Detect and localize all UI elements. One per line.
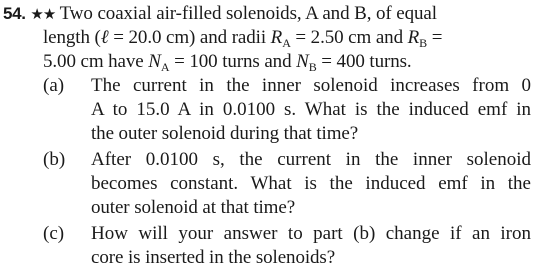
part-c-line-2: core is inserted in the solenoids?	[91, 247, 336, 268]
problem-header-line	[3, 2, 437, 26]
stem-line-1: Two coaxial air-filled solenoids, A and B, of equal	[59, 3, 437, 24]
stem-text: = 2.50 cm and	[290, 27, 408, 48]
subscript-b: B	[308, 60, 317, 74]
radius-symbol: R	[407, 27, 420, 48]
turns-symbol: N	[296, 51, 309, 72]
stem-text: = 100 turns and	[169, 51, 297, 72]
part-b-line-1: After 0.0100 s, the current in the inner solenoid	[91, 149, 531, 170]
part-c-line-1: How will your answer to part (b) change if an iron	[91, 223, 531, 244]
part-a-line-1: The current in the inner solenoid increases from 0	[91, 75, 531, 96]
part-a-line-3: the outer solenoid during that time?	[91, 123, 359, 144]
stem-text: = 20.0 cm) and radii	[108, 27, 271, 48]
part-a-line-2: A to 15.0 A in 0.0100 s. What is the induced emf in	[91, 99, 531, 120]
part-b-line-3: outer solenoid at that time?	[91, 197, 296, 218]
part-b-label: (b)	[43, 149, 66, 170]
difficulty-stars: ★★	[30, 5, 56, 23]
stem-line-3	[43, 50, 412, 73]
problem-number: 54.	[3, 4, 26, 23]
length-symbol: ℓ	[100, 27, 109, 48]
subscript-a: A	[282, 36, 291, 50]
stem-text: =	[427, 27, 443, 48]
subscript-a: A	[160, 60, 170, 74]
subscript-b: B	[419, 36, 428, 50]
radius-symbol: R	[270, 27, 283, 48]
stem-text: = 400 turns.	[316, 51, 412, 72]
part-a-label: (a)	[43, 75, 65, 96]
part-c-label: (c)	[43, 223, 65, 244]
stem-text: length (	[43, 27, 101, 48]
turns-symbol: N	[148, 51, 161, 72]
part-b-line-2: becomes constant. What is the induced emf in the	[91, 173, 531, 194]
stem-text: 5.00 cm have	[43, 51, 149, 72]
stem-line-2	[43, 26, 442, 49]
